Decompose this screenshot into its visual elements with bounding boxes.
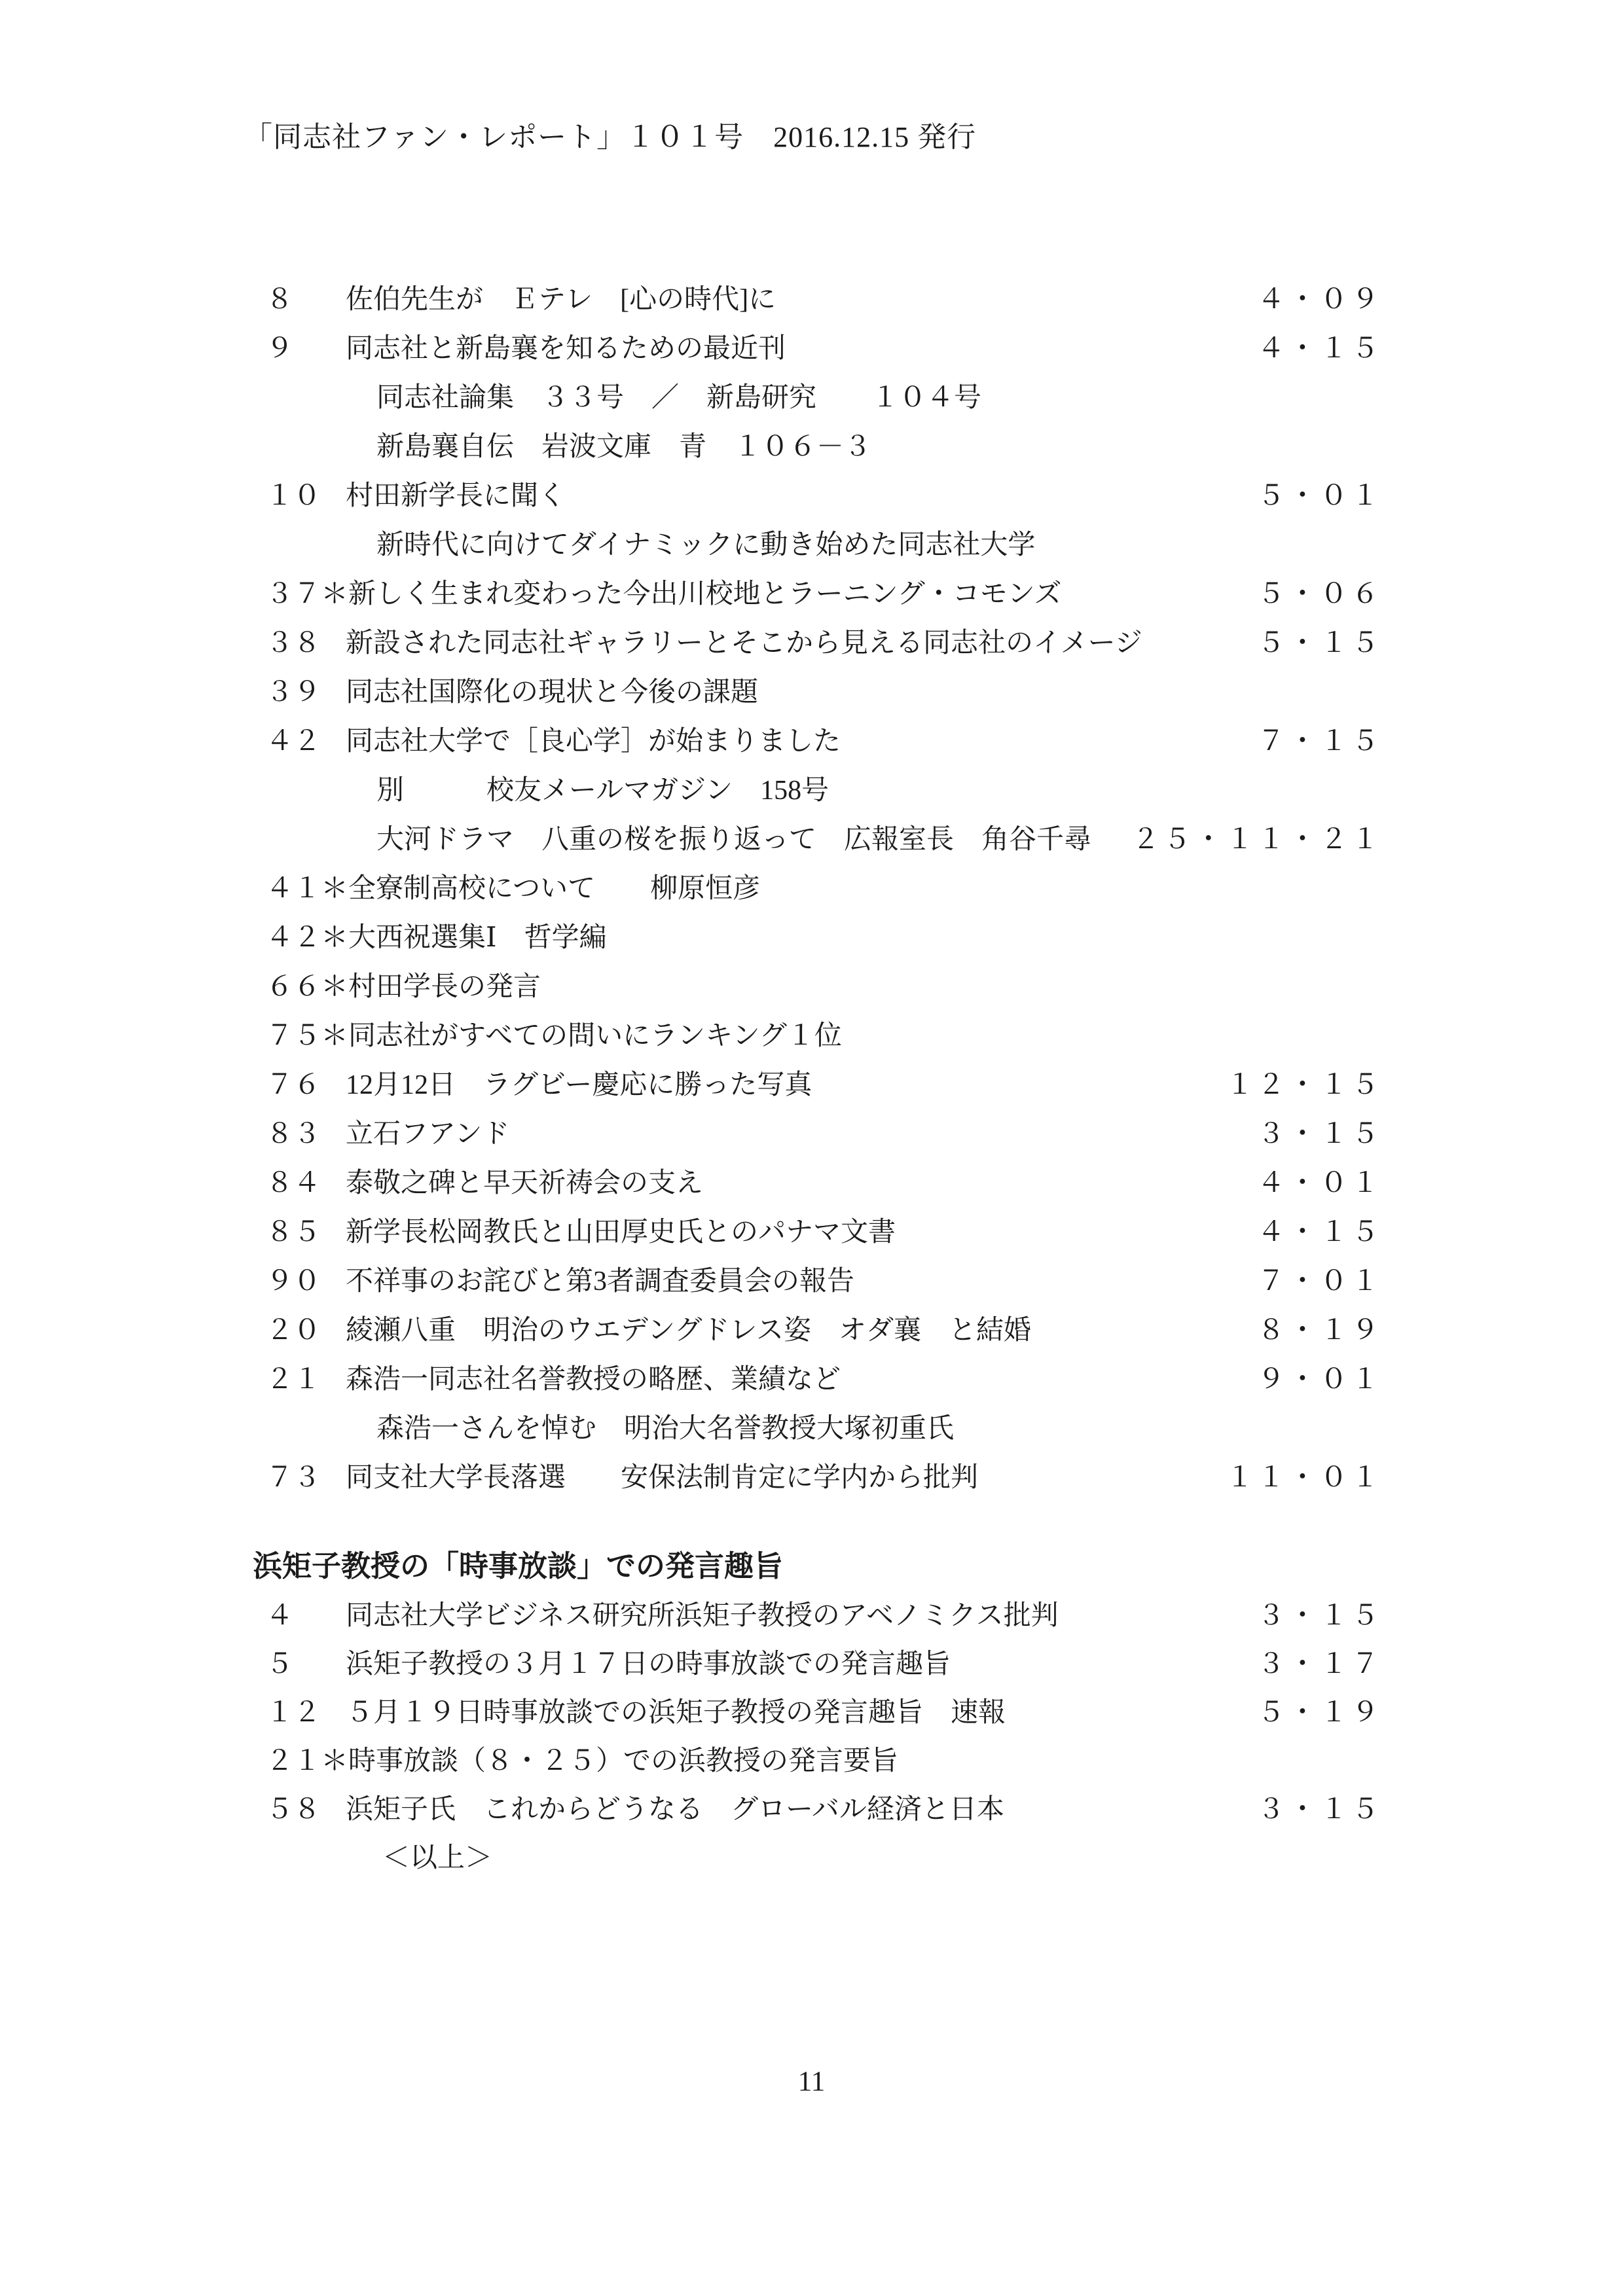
closing-row xyxy=(266,1831,1383,1880)
item-title: 村田学長の発言 xyxy=(348,971,541,1002)
item-date: ７・１５ xyxy=(1257,726,1383,757)
hamada-toc-list xyxy=(266,1589,1383,1880)
item-title: 佐伯先生が Ｅテレ [心の時代]に xyxy=(346,284,776,315)
item-date: ５・１５ xyxy=(1257,628,1383,658)
item-title: 新学長松岡教氏と山田厚史氏とのパナマ文書 xyxy=(346,1217,896,1247)
item-title: 新島襄自伝 岩波文庫 青 １０６－３ xyxy=(376,431,872,462)
item-number: ２０ xyxy=(266,1315,321,1346)
toc-row xyxy=(266,812,1383,861)
item-title: 浜矩子教授の３月１７日の時事放談での発言趣旨 xyxy=(346,1649,951,1679)
item-title: 大西祝選集Ⅰ 哲学編 xyxy=(348,922,607,953)
item-title: 村田新学長に聞く xyxy=(346,480,566,511)
toc-row xyxy=(266,861,1383,910)
item-date: １１・０１ xyxy=(1226,1462,1383,1493)
item-number: ８４ xyxy=(266,1168,321,1198)
toc-row xyxy=(266,1107,1383,1156)
item-title: 同志社論集 ３３号 ／ 新島研究 １０４号 xyxy=(376,382,982,413)
item-number: ４２ xyxy=(266,726,321,757)
item-date: ３・１５ xyxy=(1257,1601,1383,1631)
item-title: 浜矩子氏 これからどうなる グローバル経済と日本 xyxy=(346,1795,1004,1825)
item-date: ４・１５ xyxy=(1257,333,1383,364)
toc-row xyxy=(266,370,1383,420)
toc-row xyxy=(266,763,1383,812)
item-number: １２ xyxy=(266,1698,321,1728)
toc-list xyxy=(266,272,1383,1499)
toc-row xyxy=(266,714,1383,763)
item-number: ４１＊ xyxy=(266,873,349,904)
item-date: １２・１５ xyxy=(1226,1069,1383,1100)
item-number: ９０ xyxy=(266,1266,321,1297)
toc-row xyxy=(266,1686,1383,1734)
item-number: ６６＊ xyxy=(266,971,349,1002)
item-title: 12月12日 ラグビー慶応に勝った写真 xyxy=(346,1069,812,1100)
item-title: 泰敬之碑と早天祈祷会の支え xyxy=(346,1168,704,1198)
toc-row xyxy=(266,1254,1383,1303)
toc-row xyxy=(266,1205,1383,1254)
item-title: 同志社国際化の現状と今後の課題 xyxy=(346,677,759,708)
item-title: 別 校友メールマガジン 158号 xyxy=(376,775,830,806)
item-title: 森浩一同志社名誉教授の略歴、業績など xyxy=(346,1364,841,1395)
page-number: 11 xyxy=(797,2066,826,2097)
item-number: ８５ xyxy=(266,1217,321,1247)
toc-row xyxy=(266,420,1383,469)
item-number: ７６ xyxy=(266,1069,321,1100)
item-number: ５８ xyxy=(266,1795,321,1825)
toc-row xyxy=(266,1303,1383,1352)
item-title: 不祥事のお詫びと第3者調査委員会の報告 xyxy=(346,1266,855,1297)
item-number: ３９ xyxy=(266,677,321,708)
toc-row xyxy=(266,272,1383,321)
closing-note: ＜以上＞ xyxy=(382,1843,493,1873)
item-number: ８ xyxy=(266,284,294,315)
item-date: ５・１９ xyxy=(1257,1698,1383,1728)
item-title: 新時代に向けてダイナミックに動き始めた同志社大学 xyxy=(376,529,1036,560)
toc-row xyxy=(266,567,1383,616)
item-title: 時事放談（８・２５）での浜教授の発言要旨 xyxy=(348,1746,899,1776)
toc-row xyxy=(266,518,1383,567)
item-number: ４ xyxy=(266,1601,294,1631)
section-heading: 浜矩子教授の「時事放談」での発言趣旨 xyxy=(253,1549,784,1583)
item-date: ４・１５ xyxy=(1257,1217,1383,1247)
item-number: ２１ xyxy=(266,1364,321,1395)
toc-row xyxy=(266,1638,1383,1686)
item-date: ３・１５ xyxy=(1257,1795,1383,1825)
item-number: ７５＊ xyxy=(266,1020,349,1051)
item-number: ３８ xyxy=(266,628,321,658)
item-date: ８・１９ xyxy=(1257,1315,1383,1346)
toc-row xyxy=(266,1401,1383,1450)
item-title: 同志社大学ビジネス研究所浜矩子教授のアベノミクス批判 xyxy=(346,1601,1059,1631)
item-date: ７・０１ xyxy=(1257,1266,1383,1297)
toc-row xyxy=(266,1009,1383,1058)
item-date: ９・０１ xyxy=(1257,1364,1383,1395)
item-title: 新しく生まれ変わった今出川校地とラーニング・コモンズ xyxy=(348,579,1062,609)
toc-row xyxy=(266,1058,1383,1107)
toc-row xyxy=(266,616,1383,665)
item-number: ７３ xyxy=(266,1462,321,1493)
item-title: 同志社と新島襄を知るための最近刊 xyxy=(346,333,786,364)
item-title: 大河ドラマ 八重の桜を振り返って 広報室長 角谷千尋 xyxy=(376,824,1092,855)
item-number: ８３ xyxy=(266,1119,321,1149)
item-number: １０ xyxy=(266,480,321,511)
toc-row xyxy=(266,1450,1383,1499)
toc-row xyxy=(266,321,1383,370)
toc-row xyxy=(266,910,1383,960)
item-number: ３７＊ xyxy=(266,579,349,609)
item-date: ５・０６ xyxy=(1257,579,1383,609)
item-number: ２１＊ xyxy=(266,1746,349,1776)
item-title: ５月１９日時事放談での浜矩子教授の発言趣旨 速報 xyxy=(346,1698,1006,1728)
item-title: 新設された同志社ギャラリーとそこから見える同志社のイメージ xyxy=(346,628,1142,658)
item-date: ４・０９ xyxy=(1257,284,1383,315)
page-header: 「同志社ファン・レポート」１０１号 2016.12.15 発行 xyxy=(244,121,977,153)
item-number: ４２＊ xyxy=(266,922,349,953)
toc-row xyxy=(266,1156,1383,1205)
item-number: ９ xyxy=(266,333,294,364)
item-title: 綾瀬八重 明治のウエデングドレス姿 オダ襄 と結婚 xyxy=(346,1315,1032,1346)
item-title: 同志社大学で［良心学］が始まりました xyxy=(346,726,841,757)
toc-row xyxy=(266,1783,1383,1831)
toc-row xyxy=(266,960,1383,1009)
toc-row xyxy=(266,1589,1383,1638)
toc-row xyxy=(266,469,1383,518)
item-title: 同志社がすべての問いにランキング１位 xyxy=(348,1020,842,1051)
item-date: ３・１７ xyxy=(1257,1649,1383,1679)
item-number: ５ xyxy=(266,1649,294,1679)
toc-row xyxy=(266,665,1383,714)
toc-row xyxy=(266,1734,1383,1783)
item-date: ４・０１ xyxy=(1257,1168,1383,1198)
item-title: 全寮制高校について 柳原恒彦 xyxy=(348,873,761,904)
item-title: 同支社大学長落選 安保法制肯定に学内から批判 xyxy=(346,1462,979,1493)
toc-row xyxy=(266,1352,1383,1401)
item-title: 森浩一さんを悼む 明治大名誉教授大塚初重氏 xyxy=(376,1413,955,1444)
item-date: ３・１５ xyxy=(1257,1119,1383,1149)
item-date: ５・０１ xyxy=(1257,480,1383,511)
item-title: 立石フアンド xyxy=(346,1119,510,1149)
item-date: ２５・１１・２１ xyxy=(1131,824,1383,855)
